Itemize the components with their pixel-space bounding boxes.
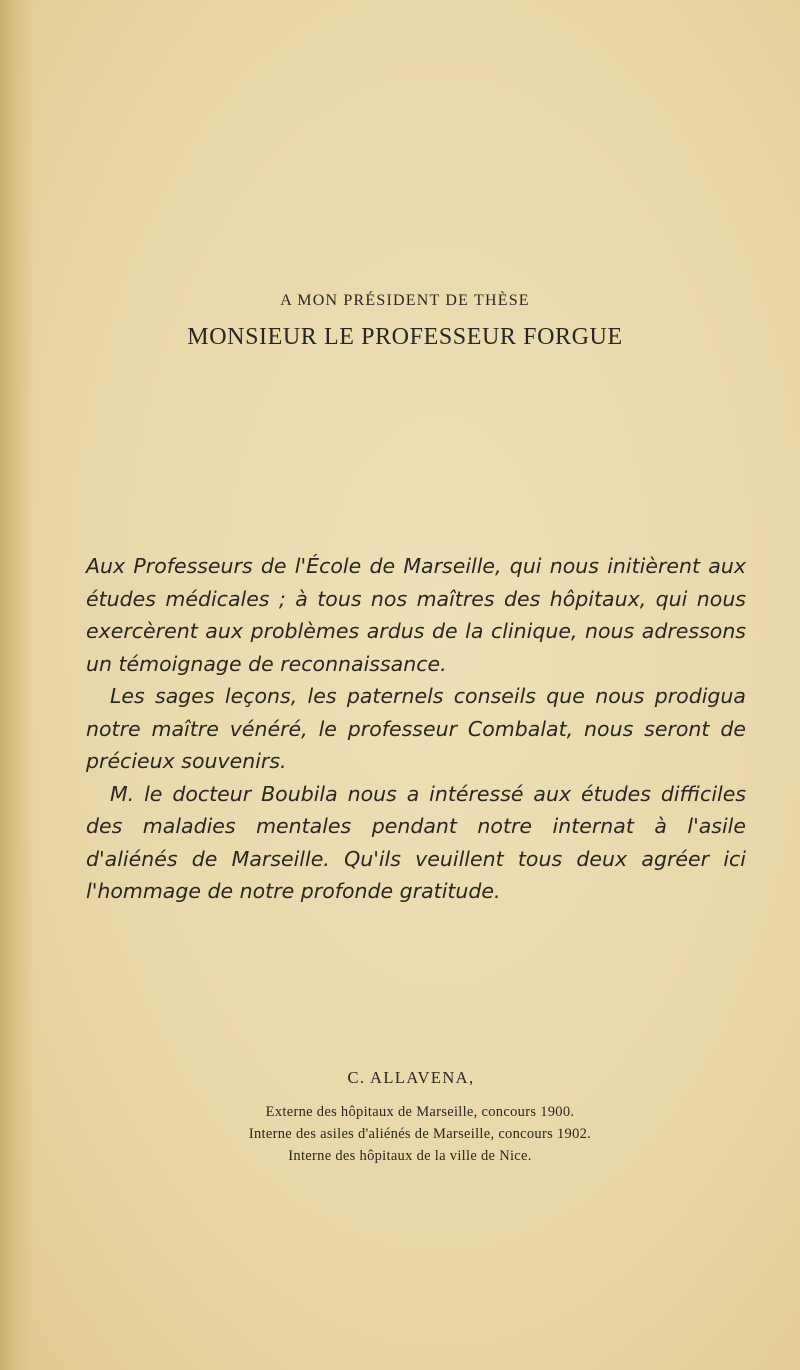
dedication-header	[0, 292, 800, 351]
paragraph-text: Aux Professeurs de l'École de Marseille, qui nous initièrent aux études médicales ; à tous nos maîtres des hôpitaux, qui nous exercèrent aux problèmes ardus de la clinique, nous adressons un témoignage de reconnaissance.	[86, 554, 746, 676]
dedication-paragraph	[86, 680, 746, 778]
credential-line: Interne des asiles d'aliénés de Marseille, concours 1902.	[248, 1126, 592, 1142]
dedicatee-name: MONSIEUR LE PROFESSEUR FORGUE	[187, 324, 623, 350]
paragraph-text: Les sages leçons, les paternels conseils que nous prodigua notre maître vénéré, le professeur Combalat, nous seront de précieux souvenirs.	[86, 684, 746, 773]
dedication-body	[86, 550, 746, 908]
credential-line: Externe des hôpitaux de Marseille, concours 1900.	[265, 1104, 575, 1120]
signature-block	[0, 1068, 800, 1167]
author-name: C. ALLAVENA,	[347, 1068, 475, 1087]
dedication-paragraph	[86, 550, 746, 680]
paragraph-text: M. le docteur Boubila nous a intéressé aux études difficiles des maladies mentales pendant notre internat à l'asile d'aliénés de Marseille. Qu'ils veuillent tous deux agréer ici l'hommage de notre profonde gratitude.	[86, 781, 746, 903]
credential-line: Interne des hôpitaux de la ville de Nice.	[288, 1148, 532, 1164]
dedication-paragraph	[86, 778, 746, 908]
dedication-heading: A MON PRÉSIDENT DE THÈSE	[280, 292, 530, 309]
